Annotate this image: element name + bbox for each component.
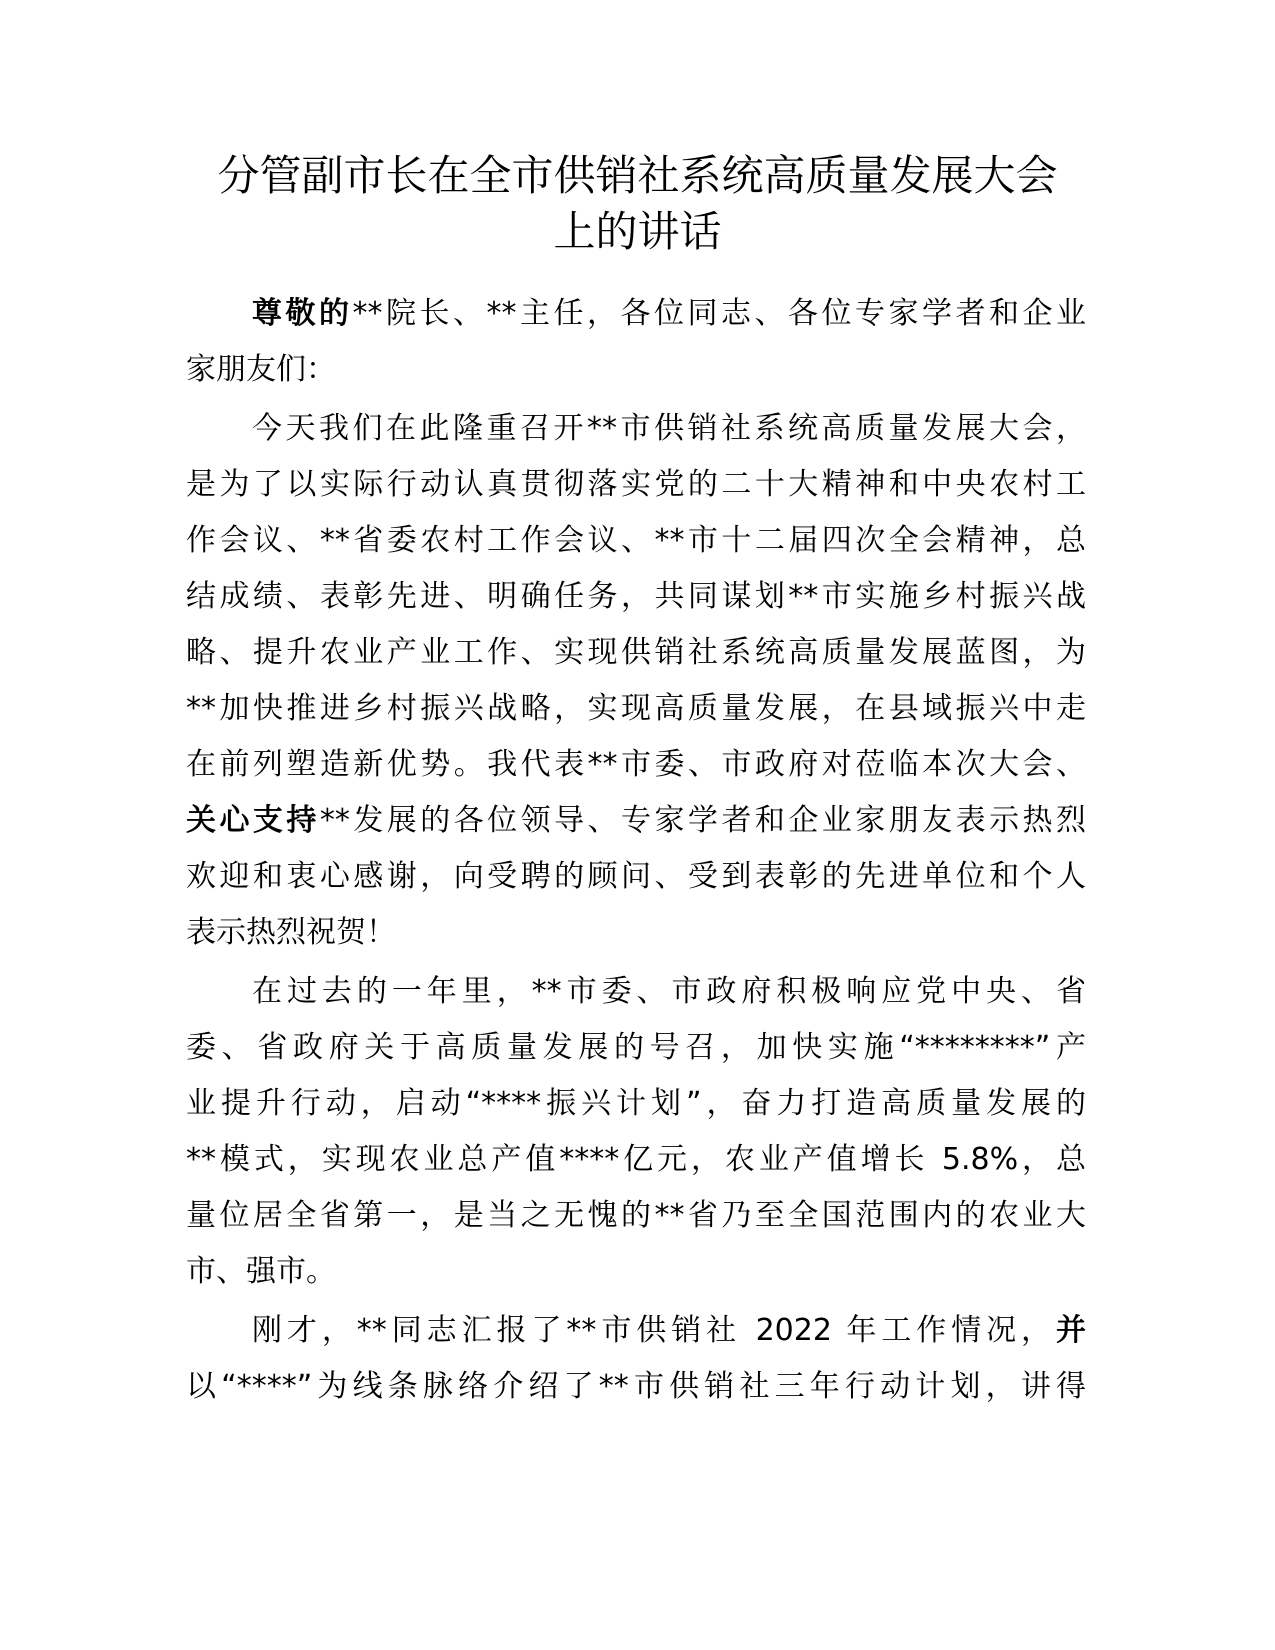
text-line: 量位居全省第一，是当之无愧的**省乃至全国范围内的农业大 [186,1198,1086,1233]
text-line: 作会议、**省委农村工作会议、**市十二届四次全会精神，总 [186,523,1086,558]
text-line [186,1303,1086,1359]
text-line [186,793,1086,849]
text-line: 是为了以实际行动认真贯彻落实党的二十大精神和中央农村工 [186,467,1086,502]
text-line [186,286,1086,342]
text-line: 今天我们在此隆重召开**市供销社系统高质量发展大会， [252,411,1086,446]
text-line: 家朋友们： [186,352,336,387]
page-title [150,148,1125,260]
text-line: 市、强市。 [186,1254,336,1289]
paragraph-salutation [186,286,1086,398]
text-span: **发展的各位领导、专家学者和企业家朋友表示热烈 [319,803,1087,838]
paragraph-review [186,964,1086,1300]
text-line: 欢迎和衷心感谢，向受聘的顾问、受到表彰的先进单位和个人 [186,859,1086,894]
text-line: **模式，实现农业总产值****亿元，农业产值增长 5.8%，总 [186,1142,1086,1177]
text-line: 略、提升农业产业工作、实现供销社系统高质量发展蓝图，为 [186,635,1086,670]
paragraph-opening [186,401,1086,961]
document-body [186,286,1086,1418]
bold-text: 并 [1056,1313,1086,1348]
text-line: 以“****”为线条脉络介绍了**市供销社三年行动计划，讲得 [186,1369,1086,1404]
text-line: 表示热烈祝贺！ [186,915,396,950]
title-line-1: 分管副市长在全市供销社系统高质量发展大会 [217,151,1058,200]
bold-text: 尊敬的 [252,296,353,331]
text-span: 刚才，**同志汇报了**市供销社 2022 年工作情况， [252,1313,1056,1348]
paragraph-report [186,1303,1086,1415]
bold-text: 关心支持 [186,803,320,838]
text-line: 在过去的一年里，**市委、市政府积极响应党中央、省 [252,974,1086,1009]
text-line: 在前列塑造新优势。我代表**市委、市政府对莅临本次大会、 [186,747,1086,782]
text-line: **加快推进乡村振兴战略，实现高质量发展，在县域振兴中走 [186,691,1086,726]
title-line-2: 上的讲话 [553,207,722,256]
text-line: 结成绩、表彰先进、明确任务，共同谋划**市实施乡村振兴战 [186,579,1086,614]
text-line: 委、省政府关于高质量发展的号召，加快实施“********”产 [186,1030,1086,1065]
text-line: 业提升行动，启动“****振兴计划”，奋力打造高质量发展的 [186,1086,1086,1121]
text-span: **院长、**主任，各位同志、各位专家学者和企业 [352,296,1086,331]
